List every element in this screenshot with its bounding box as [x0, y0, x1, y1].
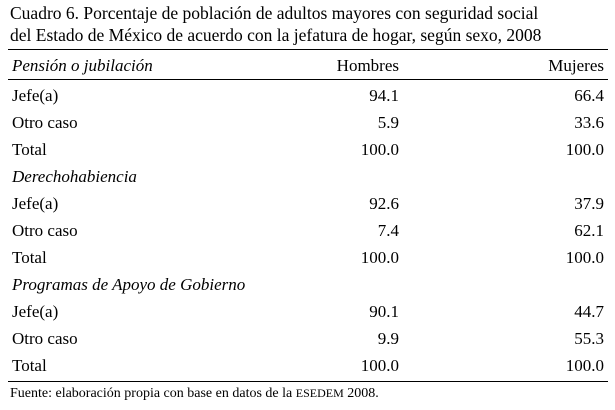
table-row	[8, 325, 608, 352]
table-row	[8, 298, 608, 325]
section-title-programas: Programas de Apoyo de Gobierno	[12, 275, 246, 294]
row-label: Otro caso	[12, 329, 78, 348]
cell-hombres: 100.0	[360, 356, 399, 375]
cell-mujeres: 62.1	[574, 221, 604, 240]
table-row	[8, 136, 608, 163]
cell-hombres: 92.6	[369, 194, 399, 213]
column-header-mujeres: Mujeres	[548, 56, 604, 75]
table-row	[8, 109, 608, 136]
cell-hombres: 90.1	[369, 302, 399, 321]
section-title-row	[8, 163, 608, 190]
row-label: Otro caso	[12, 221, 78, 240]
row-label: Total	[12, 248, 47, 267]
table-row	[8, 82, 608, 109]
table-row	[8, 244, 608, 271]
table-row	[8, 217, 608, 244]
source-prefix: Fuente: elaboración propia con base en datos de la	[10, 386, 296, 401]
cell-hombres: 7.4	[377, 221, 399, 240]
column-header-hombres: Hombres	[336, 56, 399, 75]
top-rule	[8, 49, 608, 50]
row-label: Jefe(a)	[12, 86, 59, 105]
cell-hombres: 5.9	[377, 113, 399, 132]
cell-hombres: 94.1	[369, 86, 399, 105]
caption-line-2: del Estado de México de acuerdo con la jefatura de hogar, según sexo, 2008	[10, 25, 542, 45]
cell-mujeres: 44.7	[574, 302, 604, 321]
source-acronym: ESEDEM	[295, 386, 344, 400]
section-title-pension: Pensión o jubilación	[12, 56, 153, 75]
row-label: Total	[12, 140, 47, 159]
cell-mujeres: 100.0	[565, 356, 604, 375]
source-note	[10, 384, 379, 403]
cell-mujeres: 100.0	[565, 140, 604, 159]
bottom-rule	[8, 381, 608, 382]
table-row	[8, 352, 608, 379]
caption-line-1: Cuadro 6. Porcentaje de población de adultos mayores con seguridad social	[10, 3, 539, 23]
row-label: Jefe(a)	[12, 194, 59, 213]
section-title-row	[8, 271, 608, 298]
cell-mujeres: 33.6	[574, 113, 604, 132]
row-label: Otro caso	[12, 113, 78, 132]
cell-mujeres: 55.3	[574, 329, 604, 348]
cell-hombres: 9.9	[377, 329, 399, 348]
row-label: Jefe(a)	[12, 302, 59, 321]
cell-hombres: 100.0	[360, 248, 399, 267]
cell-hombres: 100.0	[360, 140, 399, 159]
table-row	[8, 190, 608, 217]
row-label: Total	[12, 356, 47, 375]
cell-mujeres: 66.4	[574, 86, 604, 105]
cell-mujeres: 37.9	[574, 194, 604, 213]
table-caption	[10, 2, 610, 46]
table-header-row	[8, 52, 608, 79]
cell-mujeres: 100.0	[565, 248, 604, 267]
section-title-derechohabiencia: Derechohabiencia	[12, 167, 137, 186]
source-suffix: 2008.	[343, 386, 379, 401]
data-table	[8, 52, 608, 379]
